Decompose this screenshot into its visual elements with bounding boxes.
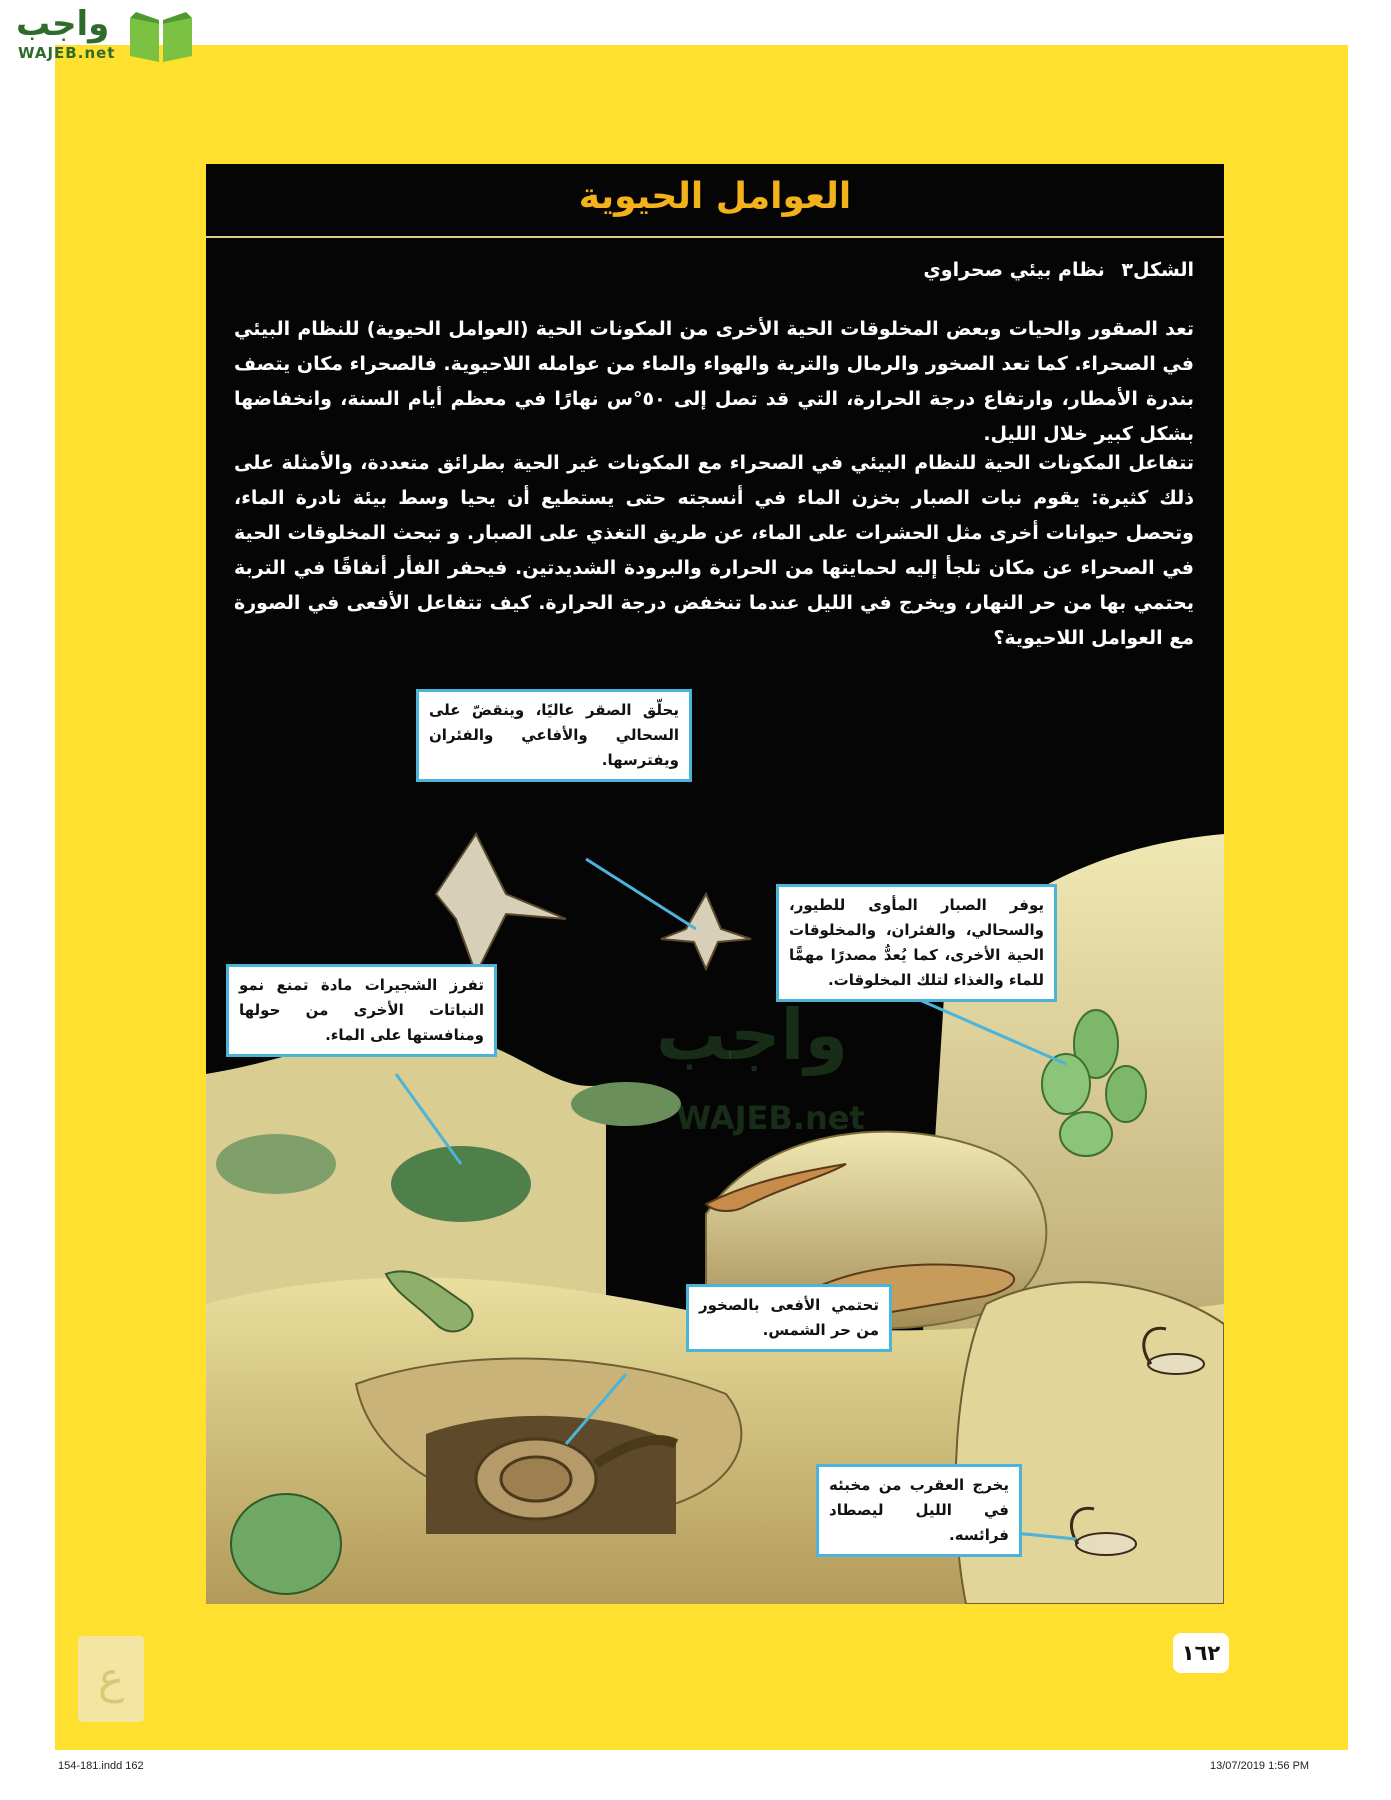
book-icon	[126, 8, 196, 64]
shrub	[571, 1082, 681, 1126]
shrub	[391, 1146, 531, 1222]
callout-cactus: يوفر الصبار المأوى للطيور، والسحالي، والفئران، والمخلوقات الحية الأخرى، كما يُعدُّ مصدرًا مهمًّا للماء والغذاء لتلك المخلوقات.	[776, 884, 1057, 1002]
wajeb-logo[interactable]	[8, 4, 188, 68]
falcon-small	[661, 894, 751, 969]
pointer-falcon	[586, 859, 696, 929]
barrel-cactus	[231, 1494, 341, 1594]
watermark-word: واجب	[656, 994, 849, 1076]
paragraph-1: تعد الصقور والحيات وبعض المخلوقات الحية الأخرى من المكونات الحية (العوامل الحيوية) للنظام البيئي في الصحراء. كما تعد الصخور والرمال والتربة والهواء والماء من عوامله اللاحيوية. فالصحراء مكان يتصف بندرة الأمطار، وارتفاع درجة الحرارة، التي قد تصل إلى ٥٠°س نهارًا في معظم أيام السنة، وانخفاضها بشكل كبير خلال الليل.	[234, 318, 1194, 445]
shrub	[216, 1134, 336, 1194]
falcon-large	[436, 834, 566, 974]
callout-snake: تحتمي الأفعى بالصخور من حر الشمس.	[686, 1284, 892, 1352]
callout-falcon: يحلّق الصقر عاليًا، وينقضّ على السحالي والأفاعي والفئران ويفترسها.	[416, 689, 692, 782]
paragraph-2: تتفاعل المكونات الحية للنظام البيئي في الصحراء مع المكونات غير الحية بطرائق متعددة، والأمثلة على ذلك كثيرة: يقوم نبات الصبار بخزن الماء في أنسجته حتى يستطيع أن يحيا وسط بيئة نادرة الماء، وتحصل حيوانات أخرى مثل الحشرات على الماء، عن طريق التغذي على الصبار. و تبحث المخلوقات الحية في الصحراء عن مكان تلجأ إليه لحمايتها من الحرارة والبرودة الشديدتين. فيحفر الفأر أنفاقًا في التربة يحتمي بها من حر النهار، ويخرج في الليل عندما تنخفض درجة الحرارة. كيف تتفاعل الأفعى في الصورة مع العوامل اللاحيوية؟	[234, 452, 1194, 649]
publisher-badge	[78, 1636, 144, 1722]
figure-caption	[923, 259, 1194, 281]
callout-scorpion: يخرج العقرب من مخبئه في الليل ليصطاد فرائسه.	[816, 1464, 1022, 1557]
section-header	[206, 164, 1224, 238]
article-panel	[206, 164, 1224, 1604]
logo-word: واجب	[16, 4, 110, 44]
badge-glyph: ع	[97, 1653, 125, 1704]
logo-sub: WAJEB.net	[18, 44, 116, 62]
footer-date: 13/07/2019 1:56 PM	[1210, 1760, 1310, 1772]
figure-label: الشكل٣	[1121, 259, 1194, 281]
footer-file: 154-181.indd 162	[58, 1760, 144, 1772]
watermark-sub: WAJEB.net	[676, 1099, 865, 1137]
desert-illustration	[206, 744, 1224, 1604]
section-title: العوامل الحيوية	[578, 176, 852, 217]
callout-shrubs: تفرز الشجيرات مادة تمنع نمو النباتات الأخرى من حولها ومنافستها على الماء.	[226, 964, 497, 1057]
page-number: ١٦٢	[1173, 1633, 1229, 1673]
figure-caption-text: نظام بيئي صحراوي	[923, 259, 1105, 281]
